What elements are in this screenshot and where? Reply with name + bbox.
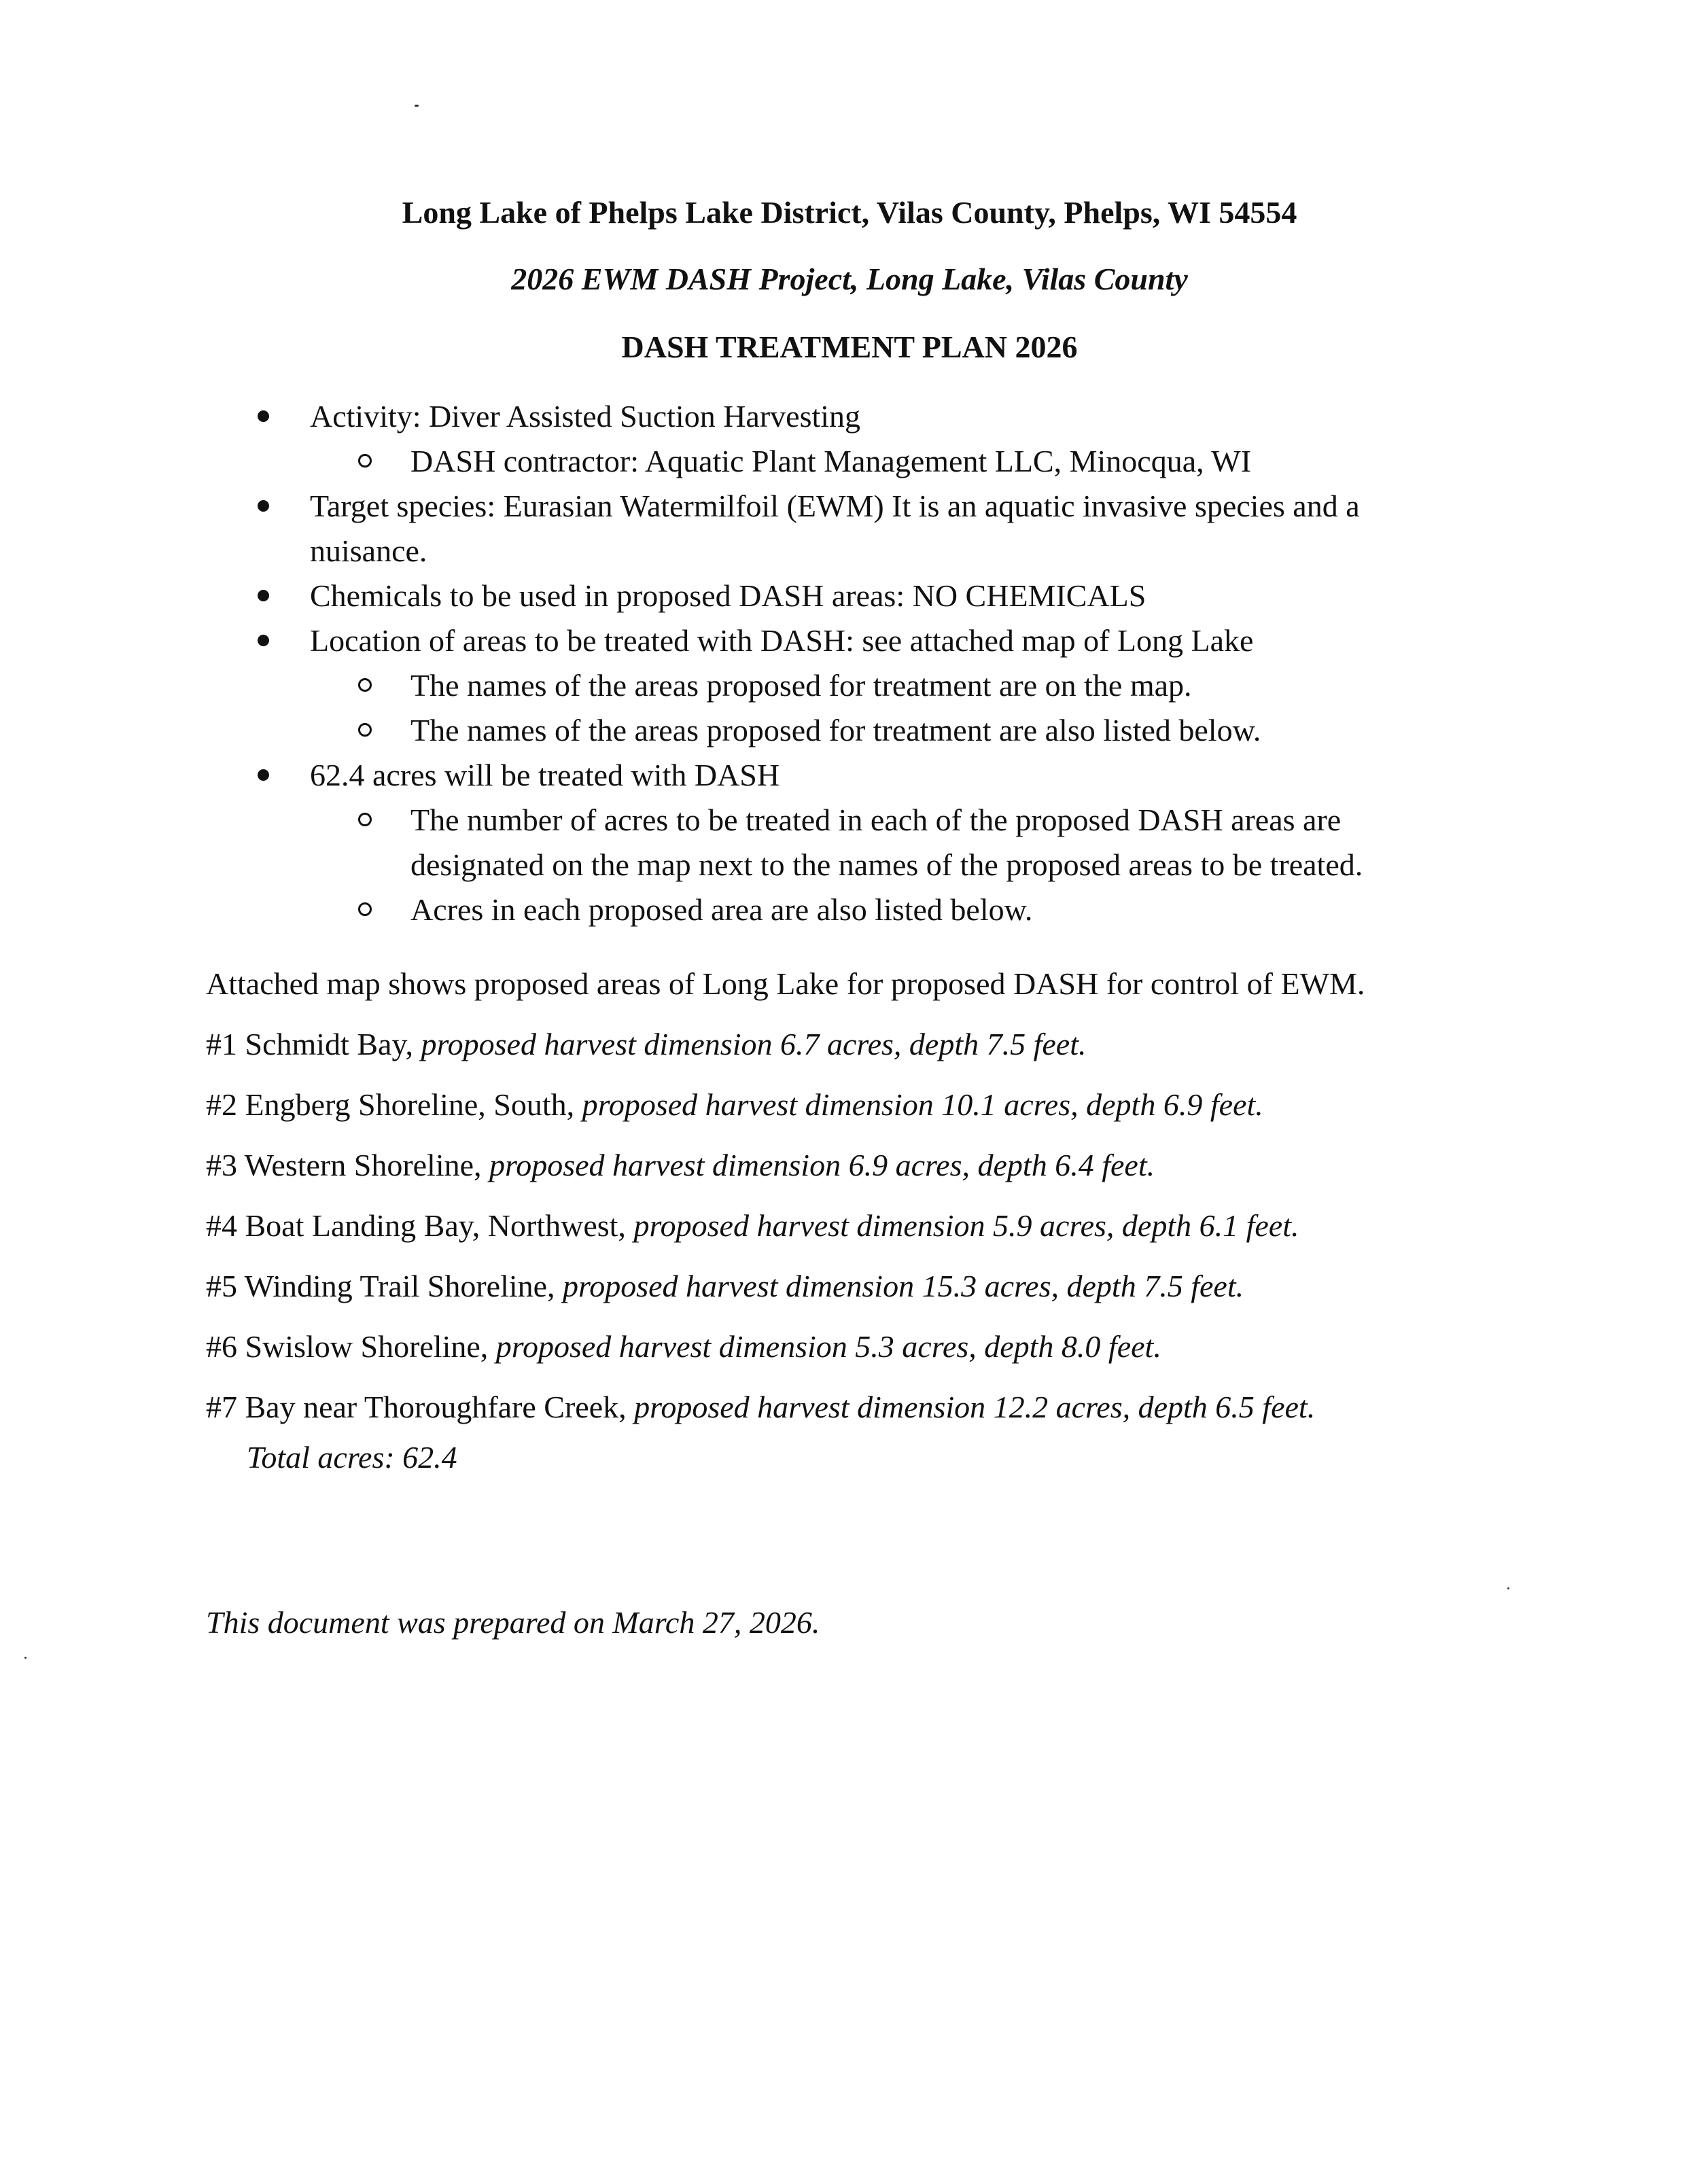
prepared-date-note: This document was prepared on March 27, 2026.	[206, 1605, 820, 1640]
sub-bullet-circle-icon	[358, 813, 372, 826]
sub-bullet-acres-on-map: The number of acres to be treated in each of the proposed DASH areas are designated on the map next to the names of the proposed areas to be treated.	[0, 798, 1450, 887]
sub-bullet-circle-icon	[358, 678, 372, 692]
area-item: #3 Western Shoreline, proposed harvest dimension 6.9 acres, depth 6.4 feet.	[206, 1148, 1155, 1182]
sub-bullet-circle-icon	[358, 454, 372, 468]
plan-title: DASH TREATMENT PLAN 2026	[621, 330, 1078, 364]
map-intro-text: Attached map shows proposed areas of Long Lake for proposed DASH for control of EWM.	[206, 966, 1365, 1001]
area-item: #5 Winding Trail Shoreline, proposed harvest dimension 15.3 acres, depth 7.5 feet.	[206, 1269, 1244, 1303]
bullet-target-species: Target species: Eurasian Watermilfoil (EWM) It is an aquatic invasive species and a nuisance.	[0, 484, 1465, 574]
bullet-dot-icon	[258, 410, 269, 422]
sub-bullet-names-on-map: The names of the areas proposed for treatment are on the map.	[0, 663, 1450, 708]
bullet-location: Location of areas to be treated with DASH: see attached map of Long Lake	[0, 618, 1465, 663]
bullet-activity: Activity: Diver Assisted Suction Harvesting	[0, 394, 1465, 439]
sub-bullet-contractor: DASH contractor: Aquatic Plant Management LLC, Minocqua, WI	[0, 439, 1450, 484]
total-acres: Total acres: 62.4	[247, 1440, 457, 1475]
area-item: #6 Swislow Shoreline, proposed harvest dimension 5.3 acres, depth 8.0 feet.	[206, 1329, 1161, 1364]
project-subtitle: 2026 EWM DASH Project, Long Lake, Vilas County	[511, 262, 1188, 296]
bullet-dot-icon	[258, 769, 269, 781]
area-list	[206, 1024, 1565, 1478]
bullet-dot-icon	[258, 635, 269, 646]
bullet-acres: 62.4 acres will be treated with DASH	[0, 753, 1465, 798]
sub-bullet-circle-icon	[358, 723, 372, 737]
district-heading: Long Lake of Phelps Lake District, Vilas County, Phelps, WI 54554	[402, 195, 1297, 230]
bullet-chemicals: Chemicals to be used in proposed DASH areas: NO CHEMICALS	[0, 574, 1465, 618]
bullet-dot-icon	[258, 500, 269, 512]
sub-bullet-names-listed: The names of the areas proposed for treatment are also listed below.	[0, 708, 1450, 753]
scan-speck	[1507, 1587, 1509, 1589]
bullet-list	[0, 394, 1699, 932]
scan-speck	[24, 1657, 27, 1659]
bullet-dot-icon	[258, 590, 269, 601]
area-item: #1 Schmidt Bay, proposed harvest dimension 6.7 acres, depth 7.5 feet.	[206, 1027, 1087, 1061]
area-item: #7 Bay near Thoroughfare Creek, proposed harvest dimension 12.2 acres, depth 6.5 feet.	[206, 1390, 1316, 1424]
area-item: #4 Boat Landing Bay, Northwest, proposed harvest dimension 5.9 acres, depth 6.1 feet.	[206, 1208, 1299, 1243]
sub-bullet-circle-icon	[358, 902, 372, 916]
scan-speck	[415, 105, 419, 107]
area-item: #2 Engberg Shoreline, South, proposed harvest dimension 10.1 acres, depth 6.9 feet.	[206, 1087, 1263, 1122]
sub-bullet-acres-listed: Acres in each proposed area are also listed below.	[0, 887, 1450, 932]
